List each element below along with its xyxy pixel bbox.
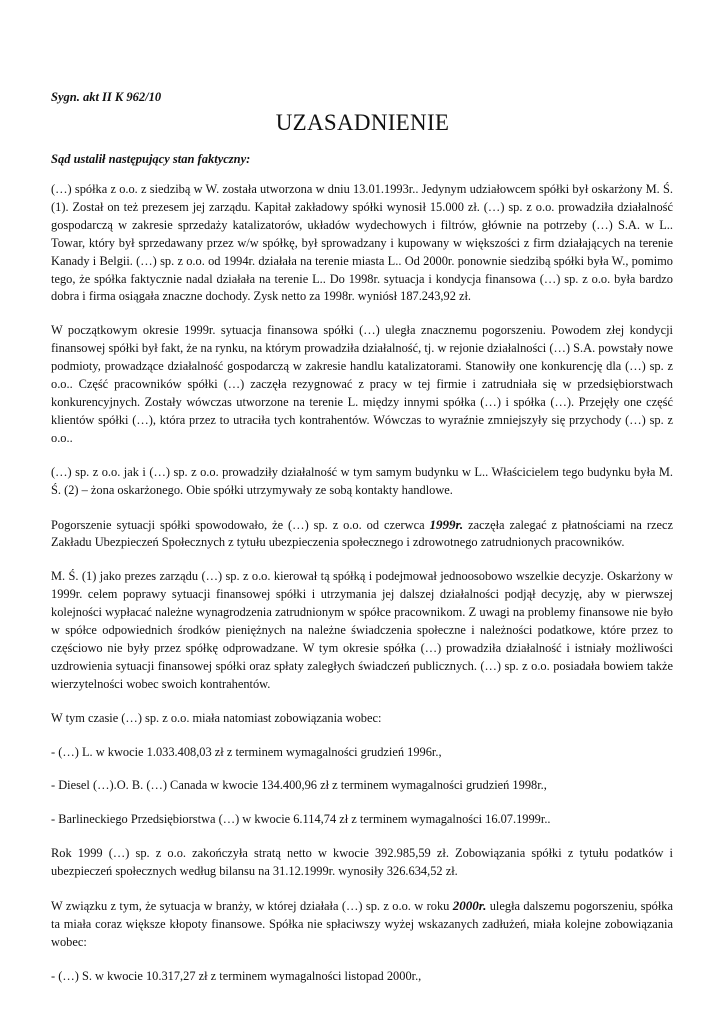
paragraph-5: M. Ś. (1) jako prezes zarządu (…) sp. z o.o. kierował tą spółką i podejmował jednoosobowo wszelkie decyzje. Oskarżony w 1999r. celem poprawy sytuacji finansowej spółki i utrzymania jej dalszej działalności podjął decyzję, aby w pierwszej kolejności wypłacać należne wynagrodzenia zatrudnionym w spółce pracownikom. Z uwagi na problemy finansowe nie było w spółce odpowiednich środków pieniężnych na należne świadczenia społeczne i należności podatkowe, które przez to częściowo nie były przez spółkę odprowadzane. W tym okresie spółka (…) prowadziła działalność i istniały możliwości uzdrowienia sytuacji finansowej spółki oraz spłaty zaległych świadczeń publicznych. (…) sp. z o.o. posiadała bowiem także wierzytelności wobec swoich kontrahentów. (51, 569, 673, 691)
paragraph-1: (…) spółka z o.o. z siedzibą w W. została utworzona w dniu 13.01.1993r.. Jedynym udziałowcem spółki był oskarżony M. Ś. (1). Został on też prezesem jej zarządu. Kapitał zakładowy spółki wynosił 15.000 zł. (…) sp. z o.o. prowadziła działalność gospodarczą w zakresie sprzedaży katalizatorów, układów wydechowych i filtrów, głównie na potrzeby (…) S.A. w L.. Towar, który był sprzedawany przez w/w spółkę, był sprowadzany i kupowany w większości z firm działających na terenie Kanady i Belgii. (…) sp. z o.o. od 1994r. działała na terenie miasta L.. Od 2000r. ponownie siedzibą spółki była W., pomimo tego, że spółka faktycznie nadal działała na terenie L.. Do 1998r. sytuacja i kondycja finansowa (…) sp. z o.o. była bardzo dobra i firma osiągała znaczne dochody. Zysk netto za 1998r. wyniósł 187.243,92 zł. (51, 182, 673, 304)
paragraph-4-text-before: Pogorszenie sytuacji spółki spowodowało, że (…) sp. z o.o. od czerwca (51, 517, 430, 532)
document-subtitle: Sąd ustalił następujący stan faktyczny: (51, 152, 251, 166)
emphasized-year-1999: 1999r. (429, 516, 464, 532)
paragraph-4-text-after: zaczęła zalegać z płatnościami na rzecz Zakładu Ubezpieczeń Społecznych z tytułu ubezpieczenia społecznego i zdrowotnego zatrudnionych pracowników. (51, 517, 674, 550)
paragraph-11-text-before: W związku z tym, że sytuacja w branży, w której działała (…) sp. z o.o. w roku (51, 899, 453, 914)
document-title: UZASADNIENIE (275, 110, 450, 135)
case-signature: Sygn. akt II K 962/10 (51, 90, 162, 104)
paragraph-6: W tym czasie (…) sp. z o.o. miała natomiast zobowiązania wobec: (51, 710, 382, 725)
emphasized-year-2000: 2000r. (452, 898, 487, 914)
list-item-4: - (…) S. w kwocie 10.317,27 zł z terminem wymagalności listopad 2000r., (51, 968, 422, 983)
document-body (51, 181, 673, 1002)
paragraph-3: (…) sp. z o.o. jak i (…) sp. z o.o. prowadziły działalność w tym samym budynku w L.. Właścicielem tego budynku była M. Ś. (2) – żona oskarżonego. Obie spółki utrzymywały ze sobą kontakty handlowe. (51, 464, 673, 497)
list-item-1: - (…) L. w kwocie 1.033.408,03 zł z terminem wymagalności grudzień 1996r., (51, 744, 442, 759)
paragraph-10: Rok 1999 (…) sp. z o.o. zakończyła stratą netto w kwocie 392.985,59 zł. Zobowiązania spółki z tytułu podatków i ubezpieczeń społecznych według bilansu na 31.12.1999r. wynosiły 326.634,52 zł. (51, 846, 673, 879)
list-item-2: - Diesel (…).O. B. (…) Canada w kwocie 134.400,96 zł z terminem wymagalności grudzień 1998r., (51, 778, 547, 793)
paragraph-2: W początkowym okresie 1999r. sytuacja finansowa spółki (…) uległa znacznemu pogorszeniu. Powodem złej kondycji finansowej spółki był fakt, że na rynku, na którym prowadziła działalność, tj. w rejonie działalności (…) S.A. powstały nowe podmioty, prowadzące działalność gospodarczą w zakresie handlu katalizatorami. Stanowiły one konkurencję dla (…) sp. z o.o.. Część pracowników spółki (…) zaczęła rezygnować z pracy w tej firmie i zatrudniała się w przedsiębiorstwach konkurencyjnych. Zostały wówczas utworzone na terenie L. między innymi spółka (…) i spółka (…). Przejęły one część klientów spółki (…), która przez to utraciła tych kontrahentów. Wówczas to wyraźnie zmniejszyły się przychody (…) sp. z o.o.. (51, 323, 673, 445)
paragraph-11 (51, 897, 673, 952)
paragraph-4 (51, 516, 673, 553)
paragraph-11-text-after: uległa dalszemu pogorszeniu, spółka ta miała coraz większe kłopoty finansowe. Spółka nie spłaciwszy wyżej wskazanych zadłużeń, miała kolejne zobowiązania wobec: (51, 899, 673, 949)
list-item-3: - Barlineckiego Przedsiębiorstwa (…) w kwocie 6.114,74 zł z terminem wymagalności 16.07.1999r.. (51, 812, 551, 827)
